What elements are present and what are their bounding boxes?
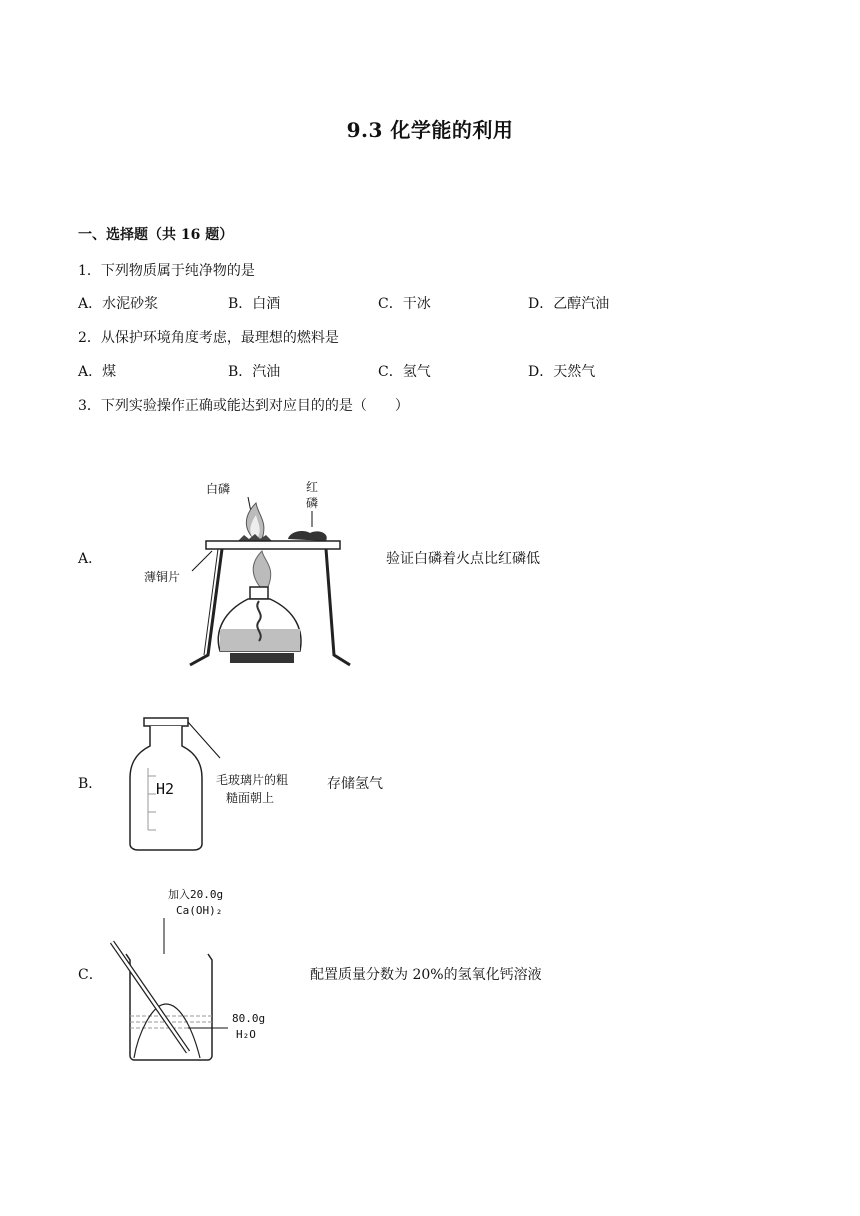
question-2-option-b: B．汽油 — [228, 364, 281, 380]
label-red-phosphorus-2: 磷 — [306, 496, 319, 510]
figure-phosphorus-burning — [140, 475, 355, 675]
page-title: 9.3 化学能的利用 — [346, 118, 514, 142]
question-1-stem: 1．下列物质属于纯净物的是 — [78, 263, 255, 279]
question-3-choice-c-label: C． — [78, 967, 103, 983]
figure-gas-jar — [120, 712, 320, 857]
copper-plate — [206, 541, 340, 549]
question-3-stem: 3．下列实验操作正确或能达到对应目的的是（ ） — [78, 398, 409, 414]
label-add-formula: Ca(OH)₂ — [176, 904, 223, 917]
question-1-option-b: B．白酒 — [228, 296, 281, 312]
label-water-mass: 80.0g — [232, 1012, 266, 1025]
label-glass-note-2: 糙面朝上 — [226, 791, 275, 805]
question-2-stem: 2．从保护环境角度考虑，最理想的燃料是 — [78, 330, 339, 346]
question-1-option-d: D．乙醇汽油 — [528, 296, 610, 312]
question-3-choice-a-description: 验证白磷着火点比红磷低 — [386, 551, 540, 567]
question-2-option-a: A．煤 — [78, 364, 117, 380]
label-glass-note-1: 毛玻璃片的粗 — [216, 773, 289, 787]
glass-plate — [144, 718, 188, 726]
figure-beaker — [108, 884, 308, 1064]
label-h2: H2 — [156, 780, 175, 798]
question-2-option-d: D．天然气 — [528, 364, 596, 380]
label-copper-sheet: 薄铜片 — [144, 570, 181, 584]
question-3-choice-c-description: 配置质量分数为 20%的氢氧化钙溶液 — [310, 967, 542, 983]
label-add-mass: 加入20.0g — [168, 888, 224, 901]
question-3-choice-b-label: B． — [78, 776, 103, 792]
question-1-option-a: A．水泥砂浆 — [78, 296, 159, 312]
question-3-choice-b-description: 存储氢气 — [327, 776, 383, 792]
section-heading: 一、选择题（共 16 题） — [78, 227, 234, 243]
label-water-formula: H₂O — [236, 1028, 256, 1041]
question-2-option-c: C．氢气 — [378, 364, 431, 380]
label-red-phosphorus-1: 红 — [306, 480, 319, 494]
question-3-choice-a-label: A． — [78, 551, 103, 567]
label-white-phosphorus: 白磷 — [206, 482, 231, 496]
beaker — [126, 954, 212, 1060]
question-1-option-c: C．干冰 — [378, 296, 431, 312]
